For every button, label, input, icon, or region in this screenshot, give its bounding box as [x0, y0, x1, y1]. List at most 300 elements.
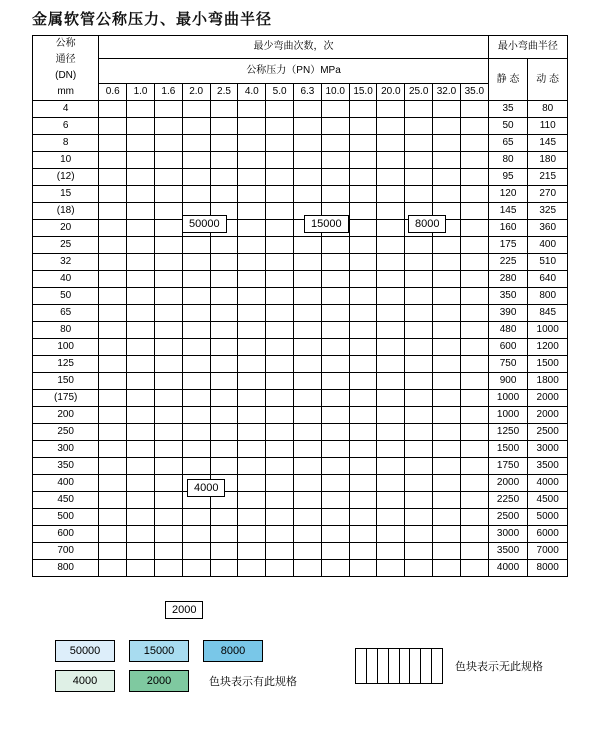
dn-value: 4: [33, 101, 99, 118]
spec-cell: [154, 492, 182, 509]
spec-cell: [405, 458, 433, 475]
static-radius: 600: [488, 339, 528, 356]
spec-cell: [238, 118, 266, 135]
spec-cell: [99, 339, 127, 356]
dynamic-radius: 7000: [528, 543, 568, 560]
spec-cell: [238, 237, 266, 254]
spec-cell: [266, 560, 294, 577]
spec-cell: [127, 186, 155, 203]
spec-cell: [99, 237, 127, 254]
spec-cell: [377, 135, 405, 152]
spec-cell: [321, 475, 349, 492]
spec-cell: [349, 441, 377, 458]
spec-cell: [433, 407, 461, 424]
spec-cell: [377, 373, 405, 390]
spec-cell: [377, 509, 405, 526]
dynamic-radius: 1200: [528, 339, 568, 356]
table-row: [33, 237, 568, 254]
spec-cell: [154, 101, 182, 118]
spec-cell: [99, 407, 127, 424]
spec-cell: [405, 475, 433, 492]
spec-cell: [349, 356, 377, 373]
spec-cell: [433, 543, 461, 560]
legend-chip-8000: 8000: [203, 640, 263, 662]
table-row: [33, 322, 568, 339]
header-dn-line2: 通径: [55, 54, 76, 65]
spec-cell: [349, 203, 377, 220]
spec-cell: [99, 169, 127, 186]
spec-cell: [377, 169, 405, 186]
spec-cell: [294, 186, 322, 203]
legend-chip-15000: 15000: [129, 640, 189, 662]
dynamic-radius: 110: [528, 118, 568, 135]
table-row: [33, 373, 568, 390]
spec-cell: [238, 220, 266, 237]
spec-cell: [321, 322, 349, 339]
spec-cell: [99, 441, 127, 458]
spec-cell: [127, 271, 155, 288]
spec-cell: [377, 305, 405, 322]
spec-cell: [349, 424, 377, 441]
spec-cell: [405, 526, 433, 543]
spec-cell: [182, 271, 210, 288]
spec-cell: [210, 373, 238, 390]
table-row: [33, 390, 568, 407]
spec-cell: [210, 543, 238, 560]
dn-value: 80: [33, 322, 99, 339]
spec-cell: [349, 186, 377, 203]
spec-cell: [238, 526, 266, 543]
spec-cell: [266, 322, 294, 339]
spec-cell: [238, 101, 266, 118]
spec-cell: [127, 560, 155, 577]
spec-cell: [377, 101, 405, 118]
hatch-stripe: [378, 649, 389, 683]
spec-cell: [182, 390, 210, 407]
dn-value: (18): [33, 203, 99, 220]
spec-cell: [433, 373, 461, 390]
table-row: [33, 152, 568, 169]
spec-cell: [321, 407, 349, 424]
table-row: [33, 356, 568, 373]
spec-cell: [266, 373, 294, 390]
spec-cell: [238, 441, 266, 458]
dn-value: 300: [33, 441, 99, 458]
spec-cell: [127, 135, 155, 152]
header-pn-5.0: 5.0: [266, 84, 294, 101]
spec-cell: [99, 509, 127, 526]
spec-table-wrapper: [32, 35, 568, 616]
dn-value: 125: [33, 356, 99, 373]
dynamic-radius: 845: [528, 305, 568, 322]
table-row: [33, 288, 568, 305]
spec-cell: [460, 101, 488, 118]
spec-cell: [349, 220, 377, 237]
header-pn-2.5: 2.5: [210, 84, 238, 101]
dynamic-radius: 510: [528, 254, 568, 271]
spec-cell: [321, 424, 349, 441]
legend-has-spec-text: 色块表示有此规格: [209, 676, 297, 688]
spec-cell: [99, 118, 127, 135]
spec-cell: [238, 356, 266, 373]
hatch-stripe: [400, 649, 411, 683]
spec-cell: [294, 560, 322, 577]
spec-cell: [154, 339, 182, 356]
spec-cell: [210, 441, 238, 458]
spec-cell: [405, 101, 433, 118]
spec-cell: [377, 492, 405, 509]
spec-cell: [127, 305, 155, 322]
spec-cell: [433, 254, 461, 271]
spec-cell: [294, 322, 322, 339]
spec-cell: [127, 373, 155, 390]
static-radius: 95: [488, 169, 528, 186]
spec-cell: [238, 254, 266, 271]
spec-cell: [377, 560, 405, 577]
spec-cell: [238, 458, 266, 475]
spec-cell: [127, 509, 155, 526]
spec-cell: [294, 475, 322, 492]
spec-cell: [127, 322, 155, 339]
spec-cell: [377, 356, 405, 373]
legend-no-spec: [355, 648, 543, 684]
spec-cell: [433, 339, 461, 356]
spec-cell: [433, 288, 461, 305]
spec-cell: [405, 441, 433, 458]
spec-cell: [127, 203, 155, 220]
spec-cell: [210, 526, 238, 543]
spec-cell: [266, 509, 294, 526]
spec-cell: [266, 407, 294, 424]
spec-cell: [127, 220, 155, 237]
spec-table: [32, 35, 568, 577]
spec-cell: [99, 220, 127, 237]
spec-cell: [294, 254, 322, 271]
spec-cell: [127, 254, 155, 271]
spec-cell: [349, 526, 377, 543]
spec-cell: [238, 203, 266, 220]
dynamic-radius: 3000: [528, 441, 568, 458]
spec-cell: [154, 560, 182, 577]
spec-cell: [99, 135, 127, 152]
legend-no-spec-swatch: [355, 648, 443, 684]
spec-cell: [210, 305, 238, 322]
hatch-stripe: [356, 649, 367, 683]
spec-cell: [460, 203, 488, 220]
spec-cell: [127, 101, 155, 118]
spec-cell: [349, 237, 377, 254]
spec-cell: [99, 458, 127, 475]
spec-cell: [433, 152, 461, 169]
table-row: [33, 560, 568, 577]
static-radius: 160: [488, 220, 528, 237]
spec-cell: [99, 373, 127, 390]
dynamic-radius: 3500: [528, 458, 568, 475]
static-radius: 3500: [488, 543, 528, 560]
dn-value: 25: [33, 237, 99, 254]
spec-cell: [99, 322, 127, 339]
spec-cell: [294, 271, 322, 288]
spec-cell: [210, 560, 238, 577]
spec-cell: [294, 526, 322, 543]
spec-cell: [377, 424, 405, 441]
spec-cell: [405, 288, 433, 305]
spec-cell: [405, 373, 433, 390]
spec-cell: [294, 390, 322, 407]
spec-cell: [321, 492, 349, 509]
static-radius: 3000: [488, 526, 528, 543]
table-row: [33, 458, 568, 475]
spec-cell: [294, 118, 322, 135]
table-header: [33, 36, 568, 101]
spec-cell: [238, 543, 266, 560]
spec-cell: [377, 543, 405, 560]
spec-cell: [182, 305, 210, 322]
spec-cell: [405, 118, 433, 135]
static-radius: 1000: [488, 407, 528, 424]
spec-cell: [238, 509, 266, 526]
dynamic-radius: 1000: [528, 322, 568, 339]
spec-cell: [405, 509, 433, 526]
spec-cell: [321, 526, 349, 543]
spec-cell: [154, 288, 182, 305]
spec-cell: [405, 424, 433, 441]
spec-cell: [460, 441, 488, 458]
spec-cell: [349, 305, 377, 322]
spec-cell: [321, 118, 349, 135]
spec-cell: [377, 441, 405, 458]
spec-cell: [210, 458, 238, 475]
spec-cell: [377, 254, 405, 271]
spec-cell: [266, 424, 294, 441]
dn-value: (175): [33, 390, 99, 407]
spec-cell: [294, 509, 322, 526]
static-radius: 480: [488, 322, 528, 339]
spec-cell: [321, 152, 349, 169]
spec-cell: [294, 407, 322, 424]
table-row: [33, 135, 568, 152]
spec-cell: [460, 475, 488, 492]
spec-cell: [294, 339, 322, 356]
spec-cell: [99, 288, 127, 305]
spec-cell: [377, 288, 405, 305]
spec-cell: [377, 475, 405, 492]
dn-value: 50: [33, 288, 99, 305]
spec-cell: [433, 305, 461, 322]
spec-cell: [127, 475, 155, 492]
spec-cell: [349, 373, 377, 390]
spec-cell: [99, 152, 127, 169]
table-row: [33, 526, 568, 543]
block-label-2000: 2000: [165, 601, 203, 619]
dynamic-radius: 360: [528, 220, 568, 237]
header-pn-2.0: 2.0: [182, 84, 210, 101]
spec-cell: [182, 322, 210, 339]
spec-cell: [238, 152, 266, 169]
spec-cell: [460, 339, 488, 356]
dn-value: 150: [33, 373, 99, 390]
spec-cell: [460, 356, 488, 373]
spec-cell: [238, 169, 266, 186]
spec-cell: [433, 169, 461, 186]
static-radius: 120: [488, 186, 528, 203]
spec-cell: [405, 543, 433, 560]
header-dn-line4: mm: [57, 86, 74, 97]
header-bend-times: 最少弯曲次数，次: [99, 36, 488, 59]
spec-cell: [433, 424, 461, 441]
header-pn-35.0: 35.0: [460, 84, 488, 101]
dynamic-radius: 325: [528, 203, 568, 220]
static-radius: 4000: [488, 560, 528, 577]
spec-cell: [377, 118, 405, 135]
dynamic-radius: 1500: [528, 356, 568, 373]
spec-cell: [99, 560, 127, 577]
spec-cell: [182, 237, 210, 254]
dynamic-radius: 4000: [528, 475, 568, 492]
static-radius: 1500: [488, 441, 528, 458]
spec-cell: [294, 356, 322, 373]
spec-cell: [377, 237, 405, 254]
spec-cell: [238, 424, 266, 441]
static-radius: 145: [488, 203, 528, 220]
spec-cell: [154, 203, 182, 220]
spec-cell: [127, 458, 155, 475]
spec-cell: [405, 152, 433, 169]
spec-cell: [405, 560, 433, 577]
spec-cell: [182, 135, 210, 152]
spec-cell: [210, 135, 238, 152]
spec-cell: [127, 424, 155, 441]
spec-cell: [127, 407, 155, 424]
table-row: [33, 509, 568, 526]
table-row: [33, 424, 568, 441]
spec-cell: [182, 288, 210, 305]
block-label-50000: 50000: [182, 215, 227, 233]
dn-value: 600: [33, 526, 99, 543]
static-radius: 1000: [488, 390, 528, 407]
dn-value: (12): [33, 169, 99, 186]
spec-cell: [266, 135, 294, 152]
spec-cell: [321, 186, 349, 203]
header-pn-15.0: 15.0: [349, 84, 377, 101]
spec-cell: [349, 543, 377, 560]
header-pn-25.0: 25.0: [405, 84, 433, 101]
spec-cell: [266, 118, 294, 135]
table-row: [33, 305, 568, 322]
spec-cell: [266, 458, 294, 475]
spec-cell: [154, 152, 182, 169]
spec-cell: [349, 458, 377, 475]
header-static: 静 态: [488, 59, 528, 101]
spec-cell: [99, 543, 127, 560]
spec-cell: [210, 271, 238, 288]
spec-cell: [266, 288, 294, 305]
spec-cell: [182, 373, 210, 390]
spec-cell: [377, 339, 405, 356]
spec-cell: [321, 458, 349, 475]
spec-cell: [99, 424, 127, 441]
spec-cell: [154, 356, 182, 373]
spec-cell: [321, 237, 349, 254]
table-row: [33, 254, 568, 271]
spec-cell: [238, 271, 266, 288]
spec-cell: [182, 254, 210, 271]
dynamic-radius: 6000: [528, 526, 568, 543]
spec-cell: [405, 407, 433, 424]
legend-chip-4000: 4000: [55, 670, 115, 692]
spec-cell: [99, 186, 127, 203]
spec-cell: [349, 492, 377, 509]
spec-cell: [377, 203, 405, 220]
dn-value: 400: [33, 475, 99, 492]
spec-cell: [460, 305, 488, 322]
spec-cell: [349, 135, 377, 152]
spec-cell: [349, 101, 377, 118]
spec-cell: [321, 441, 349, 458]
spec-cell: [210, 152, 238, 169]
spec-cell: [321, 390, 349, 407]
spec-cell: [377, 526, 405, 543]
spec-cell: [349, 407, 377, 424]
spec-cell: [238, 322, 266, 339]
spec-cell: [154, 543, 182, 560]
spec-cell: [210, 356, 238, 373]
legend-chip-2000: 2000: [129, 670, 189, 692]
header-pressure: 公称压力（PN）MPa: [99, 59, 488, 84]
spec-cell: [182, 101, 210, 118]
page-title: 金属软管公称压力、最小弯曲半径: [32, 12, 273, 28]
hatch-stripe: [389, 649, 400, 683]
spec-cell: [154, 509, 182, 526]
dynamic-radius: 5000: [528, 509, 568, 526]
spec-cell: [433, 186, 461, 203]
static-radius: 2000: [488, 475, 528, 492]
spec-cell: [377, 390, 405, 407]
table-row: [33, 339, 568, 356]
spec-cell: [266, 356, 294, 373]
spec-cell: [266, 492, 294, 509]
spec-cell: [405, 322, 433, 339]
table-row: [33, 118, 568, 135]
static-radius: 2500: [488, 509, 528, 526]
header-dn-line3: (DN): [55, 70, 77, 81]
spec-cell: [294, 135, 322, 152]
spec-cell: [238, 339, 266, 356]
header-dn: [33, 36, 99, 101]
spec-cell: [433, 237, 461, 254]
spec-cell: [154, 220, 182, 237]
static-radius: 1250: [488, 424, 528, 441]
spec-cell: [460, 237, 488, 254]
spec-cell: [460, 407, 488, 424]
dynamic-radius: 2500: [528, 424, 568, 441]
dn-value: 250: [33, 424, 99, 441]
header-pressure-values: [33, 84, 568, 101]
block-label-8000: 8000: [408, 215, 446, 233]
spec-cell: [321, 560, 349, 577]
spec-cell: [99, 101, 127, 118]
spec-cell: [460, 118, 488, 135]
dn-value: 200: [33, 407, 99, 424]
dynamic-radius: 400: [528, 237, 568, 254]
spec-cell: [460, 509, 488, 526]
spec-cell: [210, 509, 238, 526]
spec-cell: [349, 560, 377, 577]
dynamic-radius: 800: [528, 288, 568, 305]
spec-cell: [433, 356, 461, 373]
dn-value: 350: [33, 458, 99, 475]
static-radius: 750: [488, 356, 528, 373]
